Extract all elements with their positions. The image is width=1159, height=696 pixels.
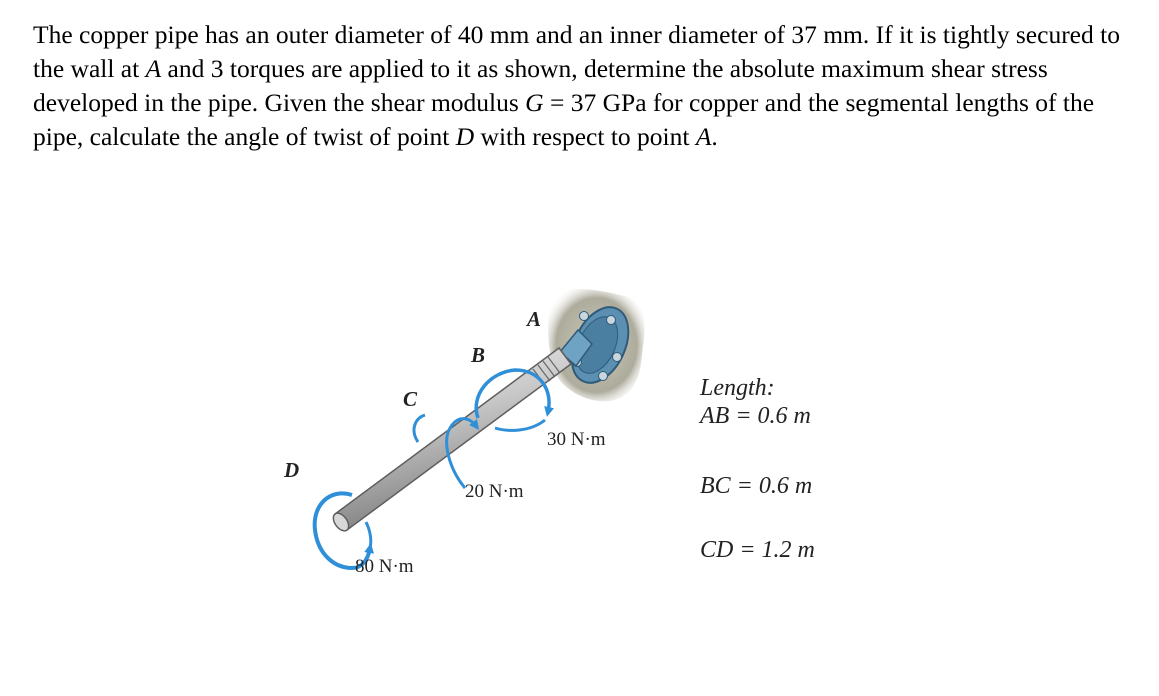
problem-text-4: with respect to point: [474, 122, 696, 151]
lengths-header: Length:: [700, 375, 775, 401]
length-cd: CD = 1.2 m: [700, 537, 815, 563]
point-a-ref: A: [145, 54, 162, 83]
problem-text-1: The copper pipe has an outer diameter of 40 mm and an inner diameter of 37 mm. If it is tightly secured to the wall at: [33, 20, 1120, 83]
length-ab: AB = 0.6 m: [700, 403, 811, 429]
point-d-ref: D: [455, 122, 475, 151]
bolt-icon: [599, 372, 608, 381]
bolt-icon: [580, 312, 589, 321]
point-label-b: B: [471, 343, 486, 367]
point-label-d: D: [284, 458, 300, 482]
problem-text-2: and 3 torques are applied to it as shown, determine the absolute maximum shear stress developed in the pipe. Given the shear modulus: [33, 54, 1048, 117]
torque-label-c: 20 N·m: [465, 481, 524, 502]
bolt-icon: [613, 353, 622, 362]
torque-label-b: 30 N·m: [547, 429, 606, 450]
point-a-ref-2: A: [695, 122, 712, 151]
length-bc: BC = 0.6 m: [700, 473, 813, 499]
problem-text-3: = 37 GPa for copper and the segmental lengths of the pipe, calculate the angle of twist of point: [33, 88, 1095, 151]
point-label-a: A: [527, 307, 542, 331]
torque-label-d: 80 N·m: [355, 556, 414, 577]
problem-text-5: .: [711, 122, 718, 151]
bolt-icon: [607, 316, 616, 325]
point-label-c: C: [403, 387, 418, 411]
shear-modulus-symbol: G: [525, 88, 544, 117]
